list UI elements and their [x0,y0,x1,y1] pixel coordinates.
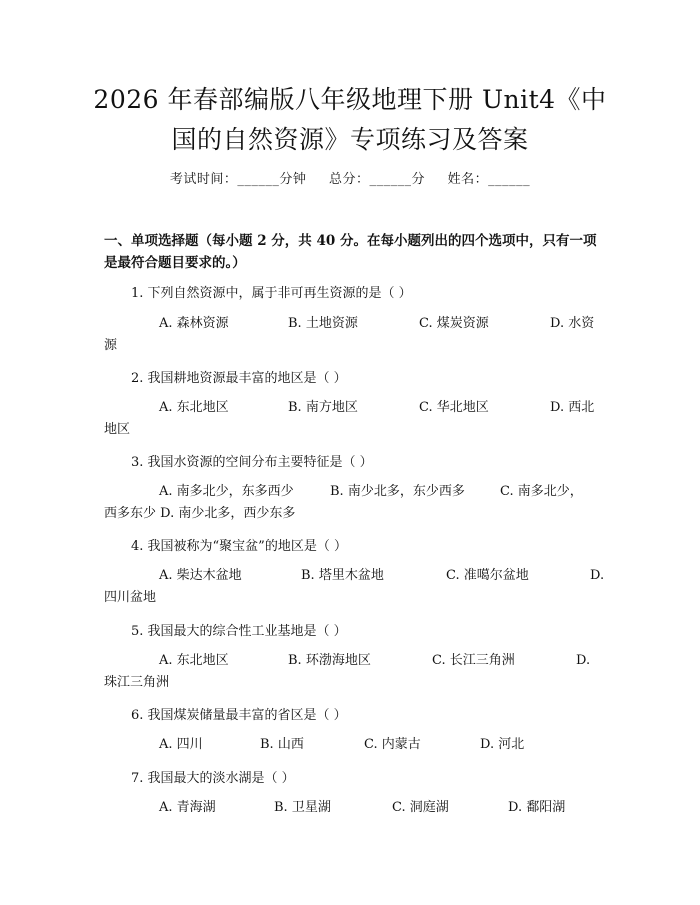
option-b: B. 土地资源 [288,316,358,331]
option-d: D. 鄱阳湖 [508,800,566,815]
question-stem: 1. 下列自然资源中，属于非可再生资源的是（ ） [131,286,412,301]
question-stem: 6. 我国煤炭储量最丰富的省区是（ ） [131,708,347,723]
option-d: D. [590,568,605,583]
option-b: B. 山西 [260,737,304,752]
option-a: A. 四川 [159,737,203,752]
student-name: 姓名：______ [447,172,531,187]
option-d: D. 西北 [550,400,595,415]
option-b: B. 卫星湖 [274,800,331,815]
exam-total-score: 总分：______分 [328,172,425,187]
option-a: A. 青海湖 [159,800,216,815]
option-c: C. 洞庭湖 [392,800,449,815]
section-heading [104,230,604,274]
option-wrap: 源 [104,338,118,353]
option-b: B. 南方地区 [288,400,358,415]
section-heading-line-1: 一、单项选择题（每小题 2 分，共 40 分。在每小题列出的四个选项中，只有一项 [104,233,597,249]
option-wrap: 西多东少 D. 南少北多，西少东多 [104,506,296,521]
exam-meta [0,168,700,187]
option-c: C. 华北地区 [419,400,489,415]
question-stem: 3. 我国水资源的空间分布主要特征是（ ） [131,455,373,470]
exam-time: 考试时间：______分钟 [169,172,307,187]
option-c: C. 内蒙古 [364,737,421,752]
option-b: B. 南少北多，东少西多 [330,484,465,499]
option-wrap: 地区 [104,422,131,437]
option-a: A. 东北地区 [159,400,229,415]
option-d: D. [576,653,591,668]
option-a: A. 森林资源 [159,316,229,331]
option-c: C. 准噶尔盆地 [446,568,529,583]
option-d: D. 河北 [480,737,525,752]
option-b: B. 环渤海地区 [288,653,371,668]
option-c: C. 长江三角洲 [432,653,515,668]
option-wrap: 四川盆地 [104,590,157,605]
option-a: A. 南多北少，东多西少 [159,484,294,499]
title-line-1: 2026 年春部编版八年级地理下册 Unit4《中 [93,85,607,114]
option-c: C. 南多北少， [500,484,583,499]
option-c: C. 煤炭资源 [419,316,489,331]
question-stem: 7. 我国最大的淡水湖是（ ） [131,771,295,786]
question-stem: 4. 我国被称为“聚宝盆”的地区是（ ） [131,539,347,554]
option-a: A. 东北地区 [159,653,229,668]
question-stem: 2. 我国耕地资源最丰富的地区是（ ） [131,371,347,386]
option-d: D. 水资 [550,316,595,331]
exam-title [60,80,640,160]
option-wrap: 珠江三角洲 [104,675,170,690]
question-stem: 5. 我国最大的综合性工业基地是（ ） [131,624,347,639]
title-line-2: 国的自然资源》专项练习及答案 [171,125,529,154]
section-heading-line-2: 是最符合题目要求的。） [104,255,246,271]
option-a: A. 柴达木盆地 [159,568,242,583]
option-b: B. 塔里木盆地 [301,568,384,583]
